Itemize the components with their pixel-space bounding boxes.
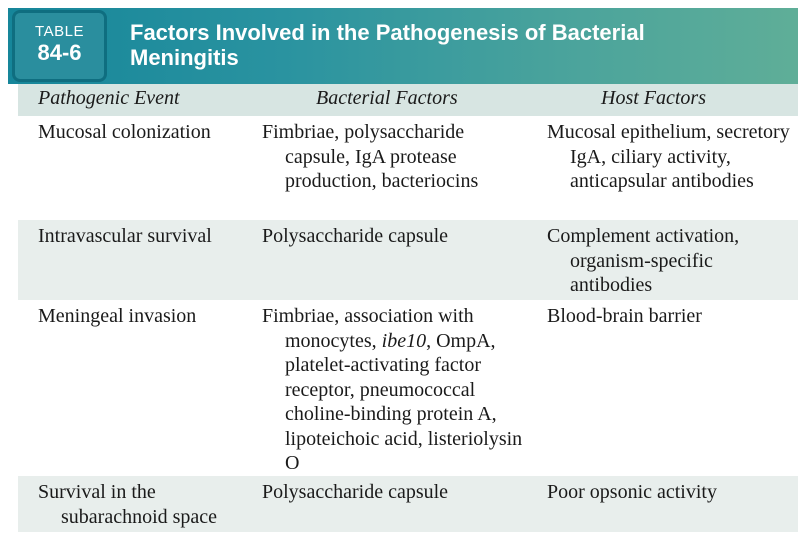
event-cell: Meningeal invasion <box>38 305 197 327</box>
host-factors-cell: Poor opsonic activity <box>547 481 717 503</box>
table-title-line-2: Meningitis <box>130 45 239 70</box>
column-header-bacterial-factors: Bacterial Factors <box>316 87 458 109</box>
table-number: 84-6 <box>37 40 82 65</box>
table-row <box>18 300 798 476</box>
table-row <box>18 476 798 532</box>
table-title <box>130 20 770 70</box>
event-cell: Intravascular survival <box>38 225 212 247</box>
table-header-row <box>18 84 798 116</box>
pathogenesis-table <box>18 84 798 532</box>
table-row <box>18 220 798 300</box>
bacterial-factors-cell: Polysaccharide capsule <box>262 225 449 247</box>
bacterial-factors-text-continued: , OmpA, platelet-activating factor receptor, pneumococcal choline-binding protein A, lipoteichoic acid, listeriolysin O <box>285 329 523 474</box>
bacterial-factors-text: Fimbriae, association with monocytes, <box>262 305 474 352</box>
table-title-line-1: Factors Involved in the Pathogenesis of Bacterial <box>130 20 645 45</box>
column-header-pathogenic-event: Pathogenic Event <box>38 87 180 109</box>
bacterial-factors-cell: Fimbriae, polysaccharide capsule, IgA protease production, bacteriocins <box>262 121 479 192</box>
host-factors-cell: Blood-brain barrier <box>547 305 702 327</box>
host-factors-cell: Mucosal epithelium, secretory IgA, ciliary activity, anticapsular antibodies <box>547 121 790 192</box>
table-row <box>18 116 798 220</box>
event-cell: Mucosal colonization <box>38 121 211 143</box>
event-cell: Survival in the subarachnoid space <box>38 481 218 528</box>
table-number-badge <box>12 10 107 82</box>
column-header-host-factors: Host Factors <box>601 87 706 109</box>
bacterial-factors-cell: Polysaccharide capsule <box>262 481 449 503</box>
gene-name-italic: ibe10 <box>381 329 427 352</box>
bacterial-factors-cell <box>262 304 538 476</box>
table-label: TABLE <box>35 23 84 40</box>
host-factors-cell: Complement activation, organism-specific antibodies <box>547 225 740 296</box>
